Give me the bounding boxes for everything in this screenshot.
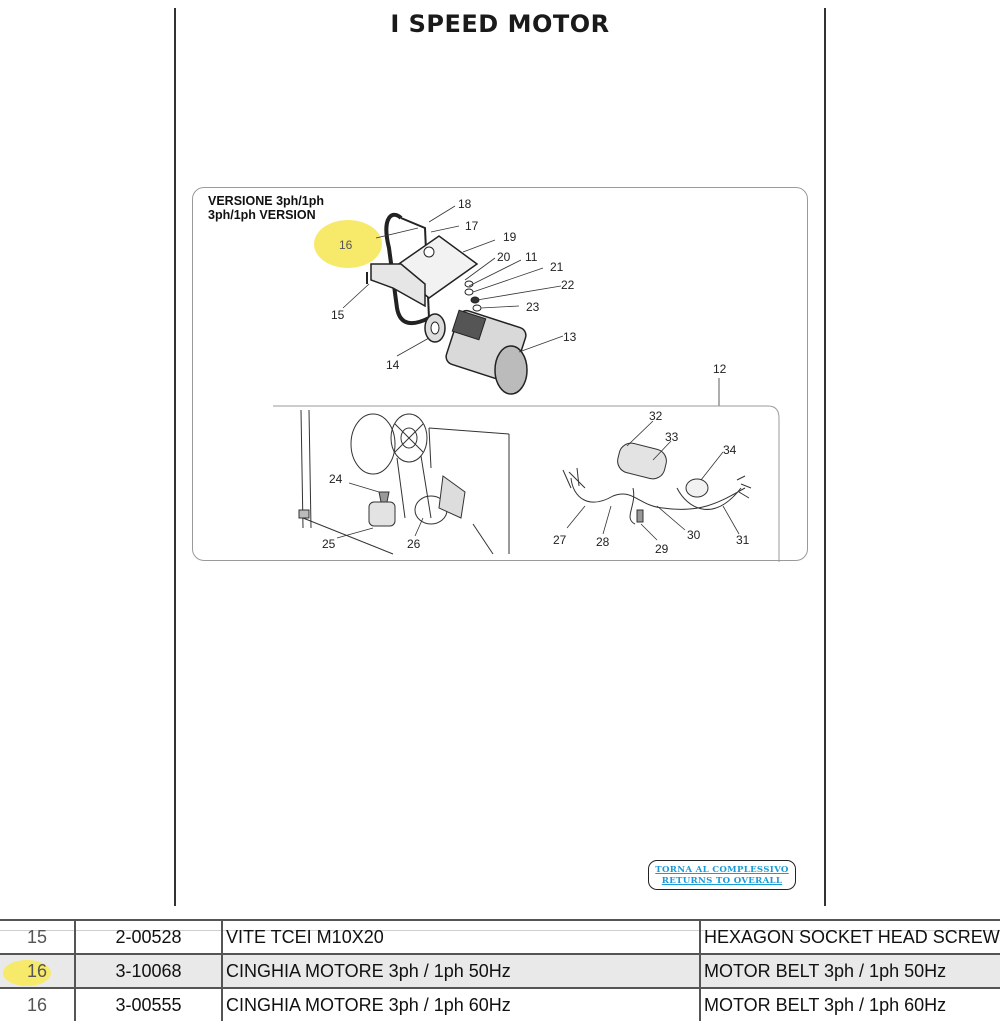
page-title: I SPEED MOTOR: [390, 10, 610, 38]
desc-en-cell: MOTOR BELT 3ph / 1ph 50Hz: [699, 955, 1000, 987]
callout-28: 28: [596, 535, 610, 549]
table-row[interactable]: [0, 919, 1000, 953]
desc-it-cell: VITE TCEI M10X20: [221, 921, 699, 953]
callout-11: 11: [525, 250, 538, 264]
callout-30: 30: [687, 528, 701, 542]
desc-it-cell: CINGHIA MOTORE 3ph / 1ph 50Hz: [221, 955, 699, 987]
return-link-en[interactable]: RETURNS TO OVERALL: [661, 876, 783, 886]
callout-34: 34: [723, 443, 737, 457]
return-to-overall-link[interactable]: [648, 860, 796, 890]
bracket-hole: [424, 247, 434, 257]
callout-18: 18: [458, 197, 472, 211]
callout-17: 17: [465, 219, 479, 233]
callout-21: 21: [550, 260, 564, 274]
ref-cell: 16: [26, 995, 48, 1015]
callout-31: 31: [736, 533, 750, 547]
nut-23: [473, 305, 481, 311]
callout-25: 25: [322, 537, 336, 551]
callout-19: 19: [503, 230, 517, 244]
callout-15: 15: [331, 308, 345, 322]
table-row-highlighted[interactable]: [0, 953, 1000, 987]
version-label-it: VERSIONE 3ph/1ph: [208, 194, 324, 208]
code-cell: 3-10068: [74, 955, 221, 987]
parts-table: [0, 927, 1000, 1015]
desc-en-cell: HEXAGON SOCKET HEAD SCREW: [699, 921, 1000, 953]
ref-cell: 16: [0, 955, 74, 987]
version-label: [208, 194, 324, 222]
exploded-diagram: [192, 187, 808, 561]
callout-22: 22: [561, 278, 575, 292]
callout-20: 20: [497, 250, 511, 264]
callout-33: 33: [665, 430, 679, 444]
washer-21: [465, 289, 473, 295]
desc-it-cell: CINGHIA MOTORE 3ph / 1ph 60Hz: [221, 989, 699, 1021]
callout-24: 24: [329, 472, 343, 486]
return-link-it[interactable]: TORNA AL COMPLESSIVO: [655, 865, 789, 875]
table-row[interactable]: [0, 987, 1000, 1021]
washer-20: [465, 281, 473, 287]
code-cell: 3-00555: [74, 989, 221, 1021]
callout-26: 26: [407, 537, 421, 551]
callout-13: 13: [563, 330, 577, 344]
pulley-hub: [431, 322, 439, 334]
diagram-drawing: [193, 188, 809, 562]
code-cell: 2-00528: [74, 921, 221, 953]
desc-en-cell: MOTOR BELT 3ph / 1ph 60Hz: [699, 989, 1000, 1021]
ref-cell: 15: [26, 927, 48, 947]
callout-23: 23: [526, 300, 540, 314]
capacitor-leaders: [567, 421, 739, 540]
callout-27: 27: [553, 533, 567, 547]
callout-29: 29: [655, 542, 669, 556]
callout-14: 14: [386, 358, 400, 372]
callout-16: 16: [339, 238, 353, 252]
motor-fan-cover: [495, 346, 527, 394]
callout-32: 32: [649, 409, 663, 423]
version-label-en: 3ph/1ph VERSION: [208, 208, 316, 222]
callout-12: 12: [713, 362, 727, 376]
